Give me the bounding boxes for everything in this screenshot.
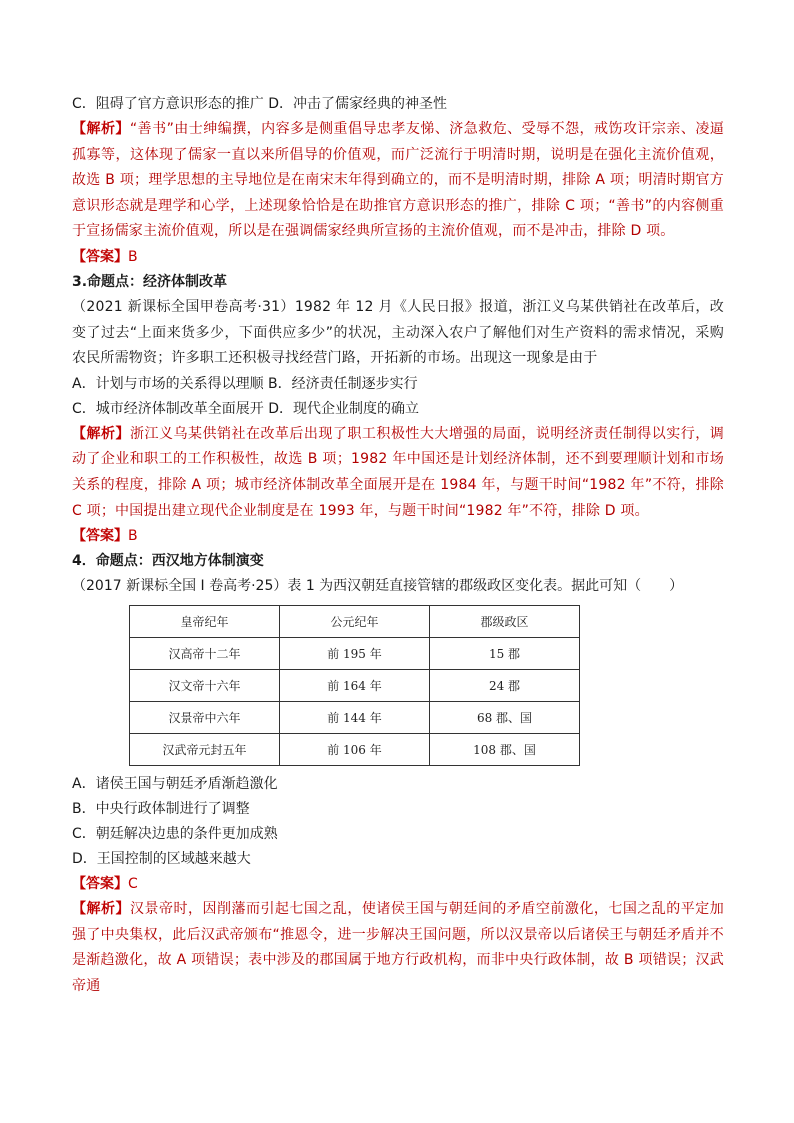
answer-tag: 【答案】	[72, 248, 128, 265]
answer-tag: 【答案】	[72, 528, 128, 545]
table-header-cell: 公元纪年	[280, 606, 430, 638]
q2-answer-value: B	[128, 248, 138, 265]
table-row	[130, 734, 580, 766]
table-header-cell: 郡级政区	[430, 606, 580, 638]
q4-answer-value: C	[128, 876, 138, 893]
q4-table	[129, 605, 580, 766]
table-row	[130, 702, 580, 734]
table-cell: 汉景帝中六年	[130, 702, 280, 734]
analysis-tag: 【解析】	[72, 121, 130, 137]
table-cell: 前 195 年	[280, 638, 430, 670]
analysis-tag: 【解析】	[72, 425, 130, 442]
table-row	[130, 638, 580, 670]
table-cell: 汉高帝十二年	[130, 638, 280, 670]
q3-analysis-text: 浙江义乌某供销社在改革后出现了职工积极性大大增强的局面，说明经济责任制得以实行，调动了企业和职工的工作积极性，故选 B 项；1982 年中国还是计划经济体制，还不到要理顺计划和市场关系的程度，排除 A 项；城市经济体制改革全面展开是在 1984 年，与题干时间“1982 年”不符，排除 C 项；中国提出建立现代企业制度是在 1993 年，与题干时间“1982 年”不符，排除 D 项。	[72, 425, 724, 519]
table-row	[130, 670, 580, 702]
q4-option-b: B．中央行政体制进行了调整	[72, 801, 250, 818]
q3-options-ab: A．计划与市场的关系得以理顺 B．经济责任制逐步实行	[72, 375, 418, 392]
q2-answer	[72, 245, 724, 270]
table-cell: 前 106 年	[280, 734, 430, 766]
q4-option-a: A．诸侯王国与朝廷矛盾渐趋激化	[72, 776, 278, 793]
table-header-cell: 皇帝纪年	[130, 606, 280, 638]
analysis-tag: 【解析】	[72, 901, 130, 918]
q3-answer-value: B	[128, 528, 138, 545]
table-cell: 68 郡、国	[430, 702, 580, 734]
q4-heading: 4．命题点：西汉地方体制演变	[72, 553, 264, 570]
q4-option-d: D．王国控制的区域越来越大	[72, 851, 251, 868]
table-cell: 汉文帝十六年	[130, 670, 280, 702]
table-cell: 24 郡	[430, 670, 580, 702]
table-cell: 108 郡、国	[430, 734, 580, 766]
table-cell: 汉武帝元封五年	[130, 734, 280, 766]
table-cell: 前 144 年	[280, 702, 430, 734]
q2-options-cd: C．阻碍了官方意识形态的推广 D．冲击了儒家经典的神圣性	[72, 96, 448, 112]
answer-tag: 【答案】	[72, 876, 128, 893]
q4-answer	[72, 872, 724, 897]
q3-heading: 3.命题点：经济体制改革	[72, 273, 228, 290]
q2-analysis-text: “善书”由士绅编撰，内容多是侧重倡导忠孝友悌、济急救危、受辱不怨，戒饬攻讦宗亲、凌逼孤寡等，这体现了儒家一直以来所倡导的价值观，而广泛流行于明清时期，说明是在强化主流价值观，故选 B 项；理学思想的主导地位是在南宋末年得到确立的，而不是明清时期，排除 A 项；明清时期官方意识形态就是理学和心学，上述现象恰恰是在助推官方意识形态的推广，排除 C 项；“善书”的内容侧重于宣扬儒家主流价值观，所以是在强调儒家经典所宣扬的主流价值观，而不是冲击，排除 D 项。	[72, 121, 724, 240]
table-cell: 15 郡	[430, 638, 580, 670]
q3-stem: （2021 新课标全国甲卷高考·31）1982 年 12 月《人民日报》报道，浙江义乌某供销社在改革后，改变了过去“上面来货多少，下面供应多少”的状况，主动深入农户了解他们对生产资料的需求情况，采购农民所需物资；许多职工还积极寻找经营门路，开拓新的市场。出现这一现象是由于	[72, 298, 724, 367]
table-cell: 前 164 年	[280, 670, 430, 702]
q4-analysis-text: 汉景帝时，因削藩而引起七国之乱，使诸侯王国与朝廷间的矛盾空前激化，七国之乱的平定加强了中央集权，此后汉武帝颁布“推恩令，进一步解决王国问题，所以汉景帝以后诸侯王与朝廷矛盾并不是渐趋激化，故 A 项错误；表中涉及的郡国属于地方行政机构，而非中央行政体制，故 B 项错误；汉武帝通	[72, 901, 724, 994]
q3-options-cd: C．城市经济体制改革全面展开 D．现代企业制度的确立	[72, 400, 420, 417]
q4-analysis	[72, 897, 724, 999]
table-header-row	[130, 606, 580, 638]
q4-option-c: C．朝廷解决边患的条件更加成熟	[72, 826, 278, 843]
q3-answer	[72, 524, 724, 549]
q2-analysis	[72, 117, 724, 245]
q3-analysis	[72, 422, 724, 524]
document-page	[72, 92, 724, 1000]
q4-stem: （2017 新课标全国 I 卷高考·25）表 1 为西汉朝廷直接管辖的郡级政区变化表。据此可知（ ）	[72, 578, 684, 595]
